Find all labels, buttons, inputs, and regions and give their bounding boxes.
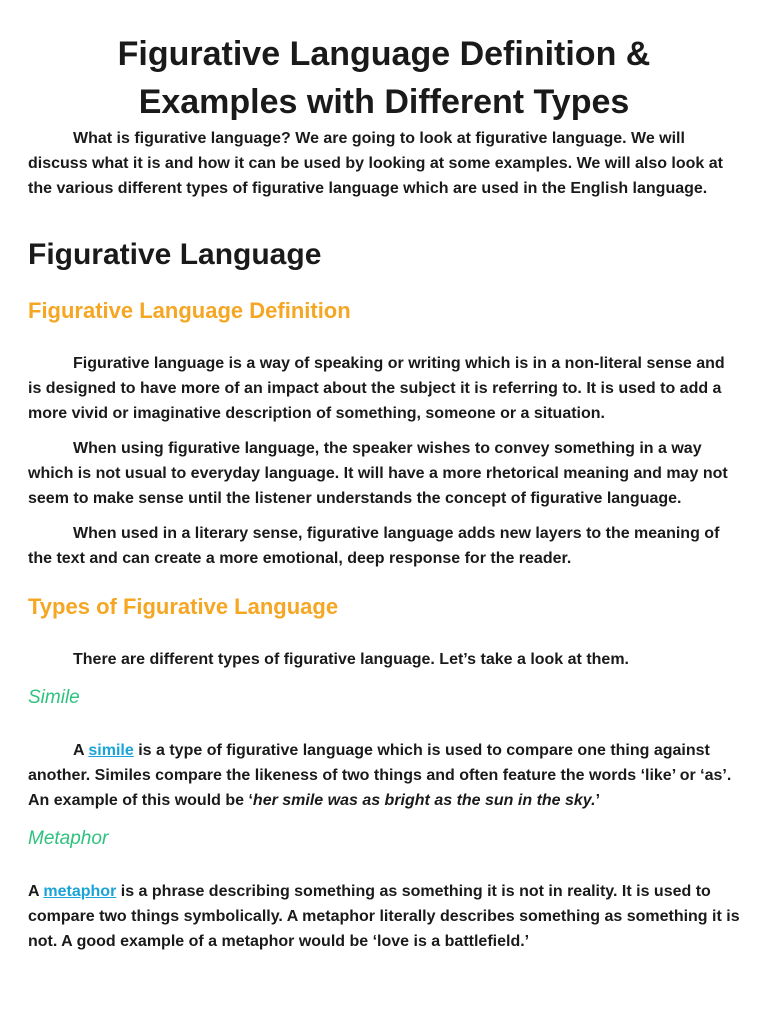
metaphor-body: is a phrase describing something as something it is not in reality. It is used to compare two things symbolically. A metaphor literally describes something as something it is not. A good example of a metaphor would be ‘love is a battlefield.’ <box>28 883 740 950</box>
definition-paragraph-2: When using figurative language, the speaker wishes to convey something in a way which is not usual to everyday language. It will have a more rhetorical meaning and may not seem to make sense until the listener understands the concept of figurative language. <box>28 440 728 507</box>
metaphor-prefix: A <box>28 883 44 900</box>
simile-suffix: ’ <box>595 792 601 809</box>
definition-paragraph-3: When used in a literary sense, figurative language adds new layers to the meaning of the text and can create a more emotional, deep response for the reader. <box>28 525 720 567</box>
definition-heading: Figurative Language Definition <box>28 298 351 323</box>
simile-body: is a type of figurative language which is used to compare one thing against another. Similes compare the likeness of two things and often feature the words ‘like’ or ‘as’. An example of this would be ‘ <box>28 742 732 809</box>
section-heading: Figurative Language <box>28 238 322 271</box>
simile-link[interactable]: simile <box>88 742 134 759</box>
metaphor-paragraph <box>28 879 740 954</box>
types-intro-paragraph: There are different types of figurative language. Let’s take a look at them. <box>73 651 629 668</box>
page-title <box>28 30 740 126</box>
metaphor-link[interactable]: metaphor <box>43 883 117 900</box>
definition-paragraph-1: Figurative language is a way of speaking or writing which is in a non-literal sense and is designed to have more of an impact about the subject it is referring to. It is used to add a more vivid or imaginative description of something, someone or a situation. <box>28 355 725 422</box>
simile-prefix: A <box>73 742 89 759</box>
page-title-line-1: Figurative Language Definition & <box>117 35 651 73</box>
intro-paragraph: What is figurative language? We are going to look at figurative language. We will discuss what it is and how it can be used by looking at some examples. We will also look at the various different types of figurative language which are used in the English language. <box>28 130 723 197</box>
simile-heading: Simile <box>28 687 80 708</box>
metaphor-heading: Metaphor <box>28 828 109 849</box>
types-heading: Types of Figurative Language <box>28 594 339 619</box>
simile-paragraph <box>28 738 740 813</box>
page-title-line-2: Examples with Different Types <box>138 83 630 121</box>
simile-example: her smile was as bright as the sun in the sky. <box>252 792 596 809</box>
